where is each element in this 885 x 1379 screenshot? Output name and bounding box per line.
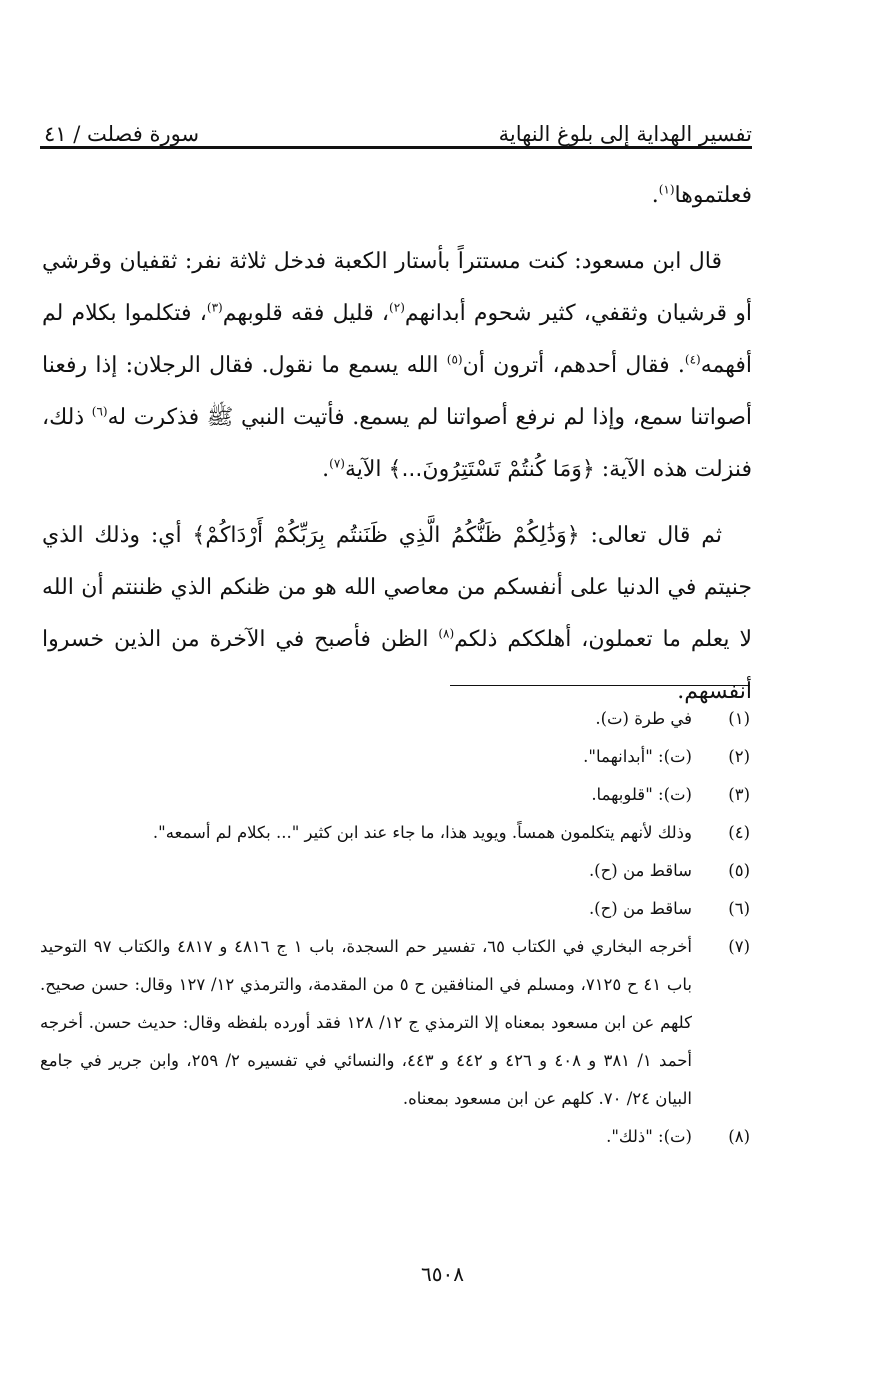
- footnote-marker: (٦): [91, 404, 108, 419]
- footnote-text: (ت): "ذلك".: [606, 1127, 692, 1146]
- paragraph-3: ثم قال تعالى: ﴿وَذَٰلِكُمْ ظَنُّكُمُ الَّذِي ظَنَنتُم بِرَبِّكُمْ أَرْدَاكُمْ﴾ أي: وذلك الذي جنيتم في الدنيا على أنفسكم من معاصي الله هو من ظنكم الذي ظننتم أن الله لا يعلم ما تعملون، أهلككم ذلكم$^{(٨)}$ الظن فأصبح في الآخرة من الذين خسروا أنفسهم.: [42, 523, 752, 704]
- footnote-number: (٤): [728, 823, 750, 842]
- footnote-item: [40, 738, 750, 776]
- footnote-marker: (٨): [438, 626, 455, 641]
- footnote-text: ساقط من (ح).: [588, 899, 692, 918]
- footnote-number: (١): [728, 709, 750, 728]
- footnote-number: (٨): [728, 1127, 750, 1146]
- page-number: ٦٥٠٨: [421, 1262, 464, 1286]
- footnote-item: [40, 814, 750, 852]
- footnote-marker: (١): [658, 182, 675, 197]
- running-header: [44, 96, 752, 146]
- surah-reference: سورة فصلت / ٤١: [44, 122, 200, 146]
- footnote-number: (٧): [728, 937, 750, 956]
- footnote-number: (٦): [728, 899, 750, 918]
- footnotes: [40, 700, 750, 1156]
- footnote-number: (٣): [728, 785, 750, 804]
- header-rule: [40, 146, 752, 149]
- main-text: [42, 170, 752, 732]
- footnote-marker: (٥): [446, 352, 463, 367]
- footnote-text: وذلك لأنهم يتكلمون همساً. ويويد هذا، ما جاء عند ابن كثير "... بكلام لم أسمعه".: [152, 823, 692, 842]
- footnote-text: في طرة (ت).: [595, 709, 692, 728]
- footnote-item: [40, 1118, 750, 1156]
- book-title: تفسير الهداية إلى بلوغ النهاية: [498, 122, 752, 146]
- footnote-item: [40, 890, 750, 928]
- footnote-item: [40, 928, 750, 1118]
- footnote-separator: [450, 685, 750, 686]
- paragraph-2: قال ابن مسعود: كنت مستتراً بأستار الكعبة فدخل ثلاثة نفر: ثقفيان وقرشي أو قرشيان وثقفي، كثير شحوم أبدانهم$^{(٢)}$، قليل فقه قلوبهم$^{(٣)}$، فتكلموا بكلام لم أفهمه$^{(٤)}$. فقال أحدهم، أترون أن$^{(٥)}$ الله يسمع ما نقول. فقال الرجلان: إذا رفعنا أصواتنا سمع، وإذا لم نرفع أصواتنا لم يسمع. فأتيت النبي ﷺ فذكرت له$^{(٦)}$ ذلك، فنزلت هذه الآية: ﴿وَمَا كُنتُمْ تَسْتَتِرُونَ...﴾ الآية$^{(٧)}$.: [42, 249, 753, 482]
- footnote-text: أخرجه البخاري في الكتاب ٦٥، تفسير حم السجدة، باب ١ ج ٤٨١٦ و ٤٨١٧ والكتاب ٩٧ التوحيد باب ٤١ ح ٧١٢٥، ومسلم في المنافقين ح ٥ من المقدمة، والترمذي ١٢/ ١٢٧ وقال: حسن صحيح. كلهم عن ابن مسعود بمعناه إلا الترمذي ج ١٢/ ١٢٨ فقد أورده بلفظه وقال: حديث حسن. أخرجه أحمد ١/ ٣٨١ و ٤٠٨ و ٤٢٦ و ٤٤٢ و ٤٤٣، والنسائي في تفسيره ٢/ ٢٥٩، وابن جرير في جامع البيان ٢٤/ ٧٠. كلهم عن ابن مسعود بمعناه.: [40, 937, 693, 1108]
- paragraph-1: فعلتموها$^{(١)}$.: [651, 182, 752, 208]
- quran-verse: ﴿وَذَٰلِكُمْ ظَنُّكُمُ الَّذِي ظَنَنتُم بِرَبِّكُمْ أَرْدَاكُمْ﴾: [192, 523, 580, 548]
- footnote-marker: (٣): [206, 300, 223, 315]
- footnote-marker: (٤): [684, 352, 701, 367]
- footnote-item: [40, 776, 750, 814]
- quran-verse: ﴿وَمَا كُنتُمْ تَسْتَتِرُونَ...﴾: [388, 457, 595, 482]
- footnote-item: [40, 700, 750, 738]
- footnote-number: (٥): [728, 861, 750, 880]
- footnote-number: (٢): [728, 747, 750, 766]
- footnote-item: [40, 852, 750, 890]
- footnote-marker: (٧): [329, 456, 345, 471]
- footnote-marker: (٢): [389, 300, 405, 315]
- footnote-text: (ت): "قلوبهما.: [591, 785, 692, 804]
- footnote-text: ساقط من (ح).: [588, 861, 692, 880]
- footnote-text: (ت): "أبدانهما".: [583, 747, 692, 766]
